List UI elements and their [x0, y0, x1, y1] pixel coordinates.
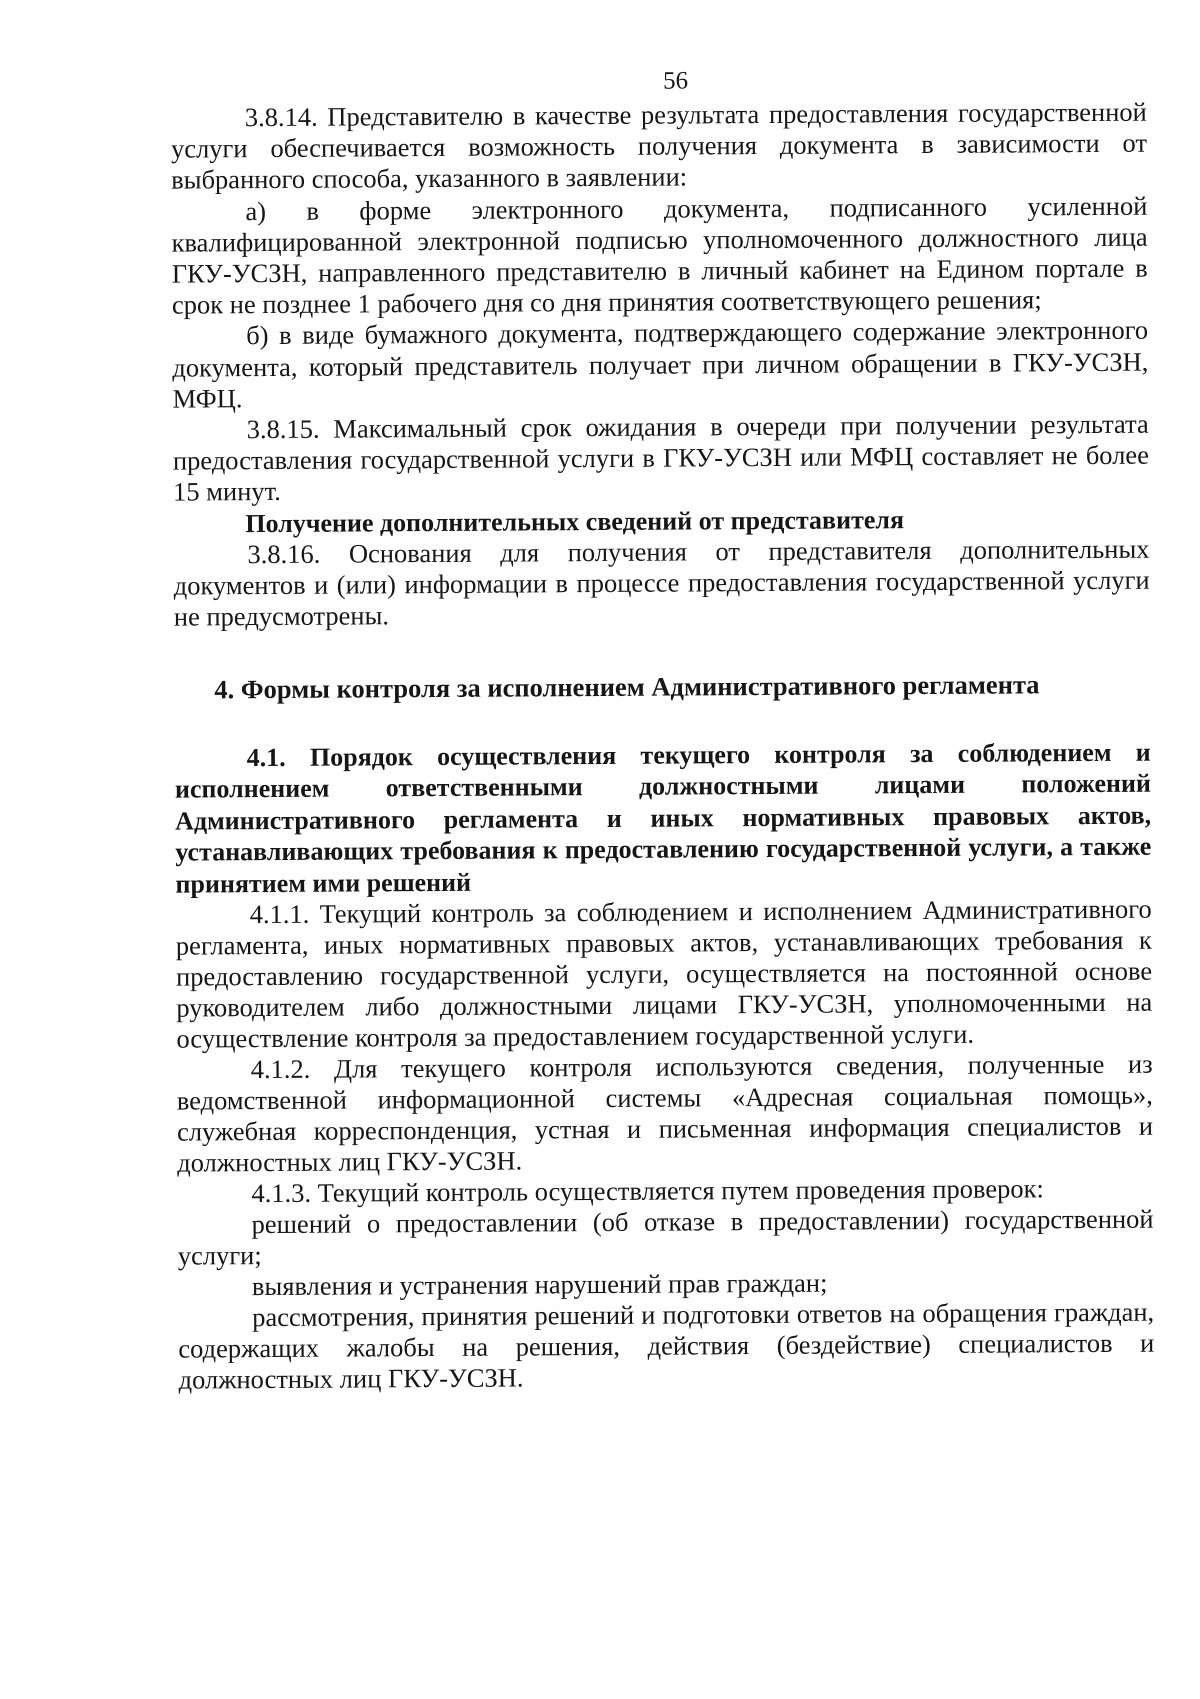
paragraph-3-8-14: 3.8.14. Представителю в качестве результата предоставления государственной услуги обеспечивается возможность получения документа в зависимости от выбранного способа, указанного в заявлении: [170, 96, 1148, 196]
list-item-violations: выявления и устранения нарушений прав граждан; [251, 1267, 828, 1302]
paragraph-4-1-1: 4.1.1. Текущий контроль за соблюдением и исполнением Административного регламента, иных нормативных правовых актов, устанавливающих требования к предоставлению государственной услуги, осуществляется на постоянной основе руководителем либо должностными лицами ГКУ-УСЗН, уполномоченными на осуществление контроля за предоставлением государственной услуги. [175, 893, 1153, 1054]
list-item-appeals: рассмотрения, принятия решений и подготовки ответов на обращения граждан, содержащих жалобы на решения, действия (бездействие) специалистов и должностных лиц ГКУ-УСЗН. [178, 1296, 1155, 1395]
document-body [171, 97, 1155, 1396]
paragraph-item-b: б) в виде бумажного документа, подтверждающего содержание электронного документа, который представитель получает при личном обращении в ГКУ-УСЗН, МФЦ. [172, 315, 1149, 414]
page-number: 56 [663, 67, 689, 95]
paragraph-item-a: а) в форме электронного документа, подписанного усиленной квалифицированной электронной подписью уполномоченного должностного лица ГКУ-УСЗН, направленного представителю в личный кабинет на Едином портале в срок не позднее 1 рабочего дня со дня принятия соответствующего решения; [171, 190, 1148, 320]
paragraph-3-8-15: 3.8.15. Максимальный срок ожидания в очереди при получении результата предоставления государственной услуги в ГКУ-УСЗН или МФЦ составляет не более 15 минут. [172, 408, 1149, 508]
subsection-4-1-title: 4.1. Порядок осуществления текущего контроля за соблюдением и исполнением ответственными должностными лицами положений Административного регламента и иных нормативных правовых актов, устанавливающих требования к предоставлению государственной услуги, а также принятием ими решений [174, 737, 1152, 899]
paragraph-4-1-3: 4.1.3. Текущий контроль осуществляется путем проведения проверок: [251, 1173, 1044, 1209]
list-item-decisions: решений о предоставлении (об отказе в предоставлении) государственной услуги; [177, 1203, 1154, 1271]
paragraph-3-8-16: 3.8.16. Основания для получения от представителя дополнительных документов и (или) информации в процессе предоставления государственной услуги не предусмотрены. [173, 533, 1150, 632]
paragraph-4-1-2: 4.1.2. Для текущего контроля используются сведения, полученные из ведомственной информационной системы «Адресная социальная помощь», служебная корреспонденция, устная и письменная информация специалистов и должностных лиц ГКУ-УСЗН. [176, 1048, 1154, 1178]
section-4-title: 4. Формы контроля за исполнением Административного регламента [214, 669, 1040, 705]
heading-additional-info: Получение дополнительных сведений от представителя [245, 504, 905, 538]
